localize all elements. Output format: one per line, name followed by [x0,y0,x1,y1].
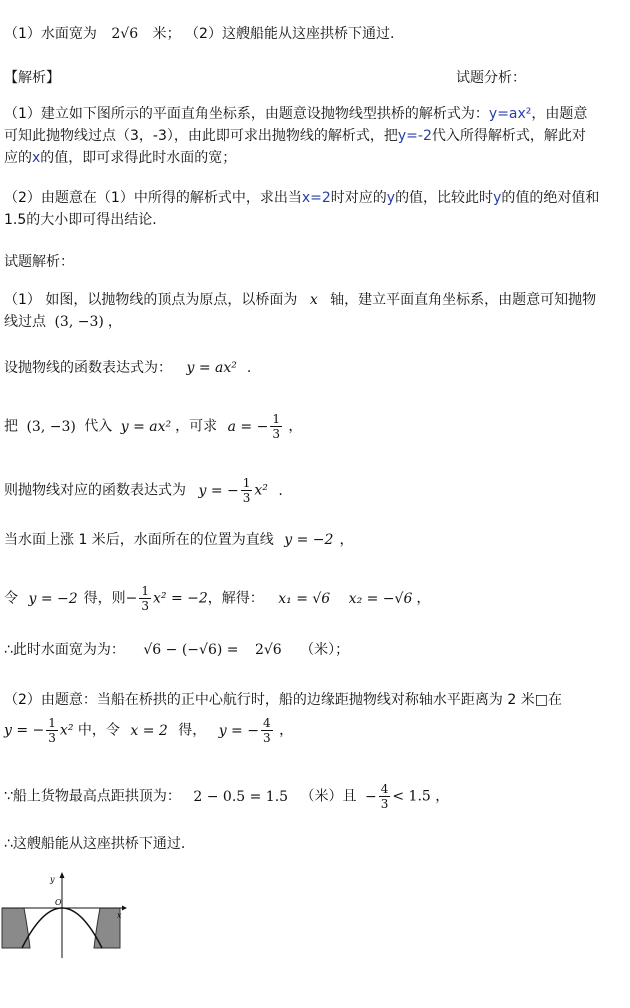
numerator: 1 [242,476,251,490]
fraction [270,412,282,441]
formula: y = − [198,482,239,499]
text: （米）； [300,642,350,658]
text: ，解得： [207,590,264,607]
answer-width-value: 2√6 [111,26,139,42]
solution-s8-line2 [4,716,626,745]
origin-label: O [55,898,62,907]
text: 的值，即可求得此时水面的宽； [40,150,237,166]
text: 时对应的 [330,190,387,206]
solution-conclusion: ∴这艘船能从这座拱桥下通过. [4,836,186,852]
text: ， [288,418,303,435]
text: ，可求 [175,418,218,435]
solution-s5 [4,530,626,550]
formula: y = ax² [186,360,237,376]
analysis-p1-line1 [4,104,626,124]
numerator: 1 [272,412,280,426]
analysis-p1-line2 [4,126,626,146]
text: ∵船上货物最高点距拱顶为： [4,788,181,805]
solution-s8-line1: （2）由题意：当船在桥拱的正中心航行时，船的边缘距抛物线对称轴水平距离为 2 米□在 [4,692,562,708]
parabola-figure [0,870,130,960]
solution-s3 [4,412,626,441]
text: 中，令 [77,722,120,739]
text: 代入 [84,418,113,435]
numerator: 4 [380,782,389,796]
fraction [46,716,58,745]
formula: y = −2 [28,590,78,607]
text: （米）且 [300,788,357,805]
denominator: 3 [48,731,56,745]
formula: y = −2 [284,532,334,548]
formula: − [364,788,377,805]
text: ， [279,722,294,739]
formula: y = ax² [120,418,172,435]
text: 设抛物线的函数表达式为： [4,360,172,376]
formula: x=2 [301,190,331,206]
text: 代入所得解析式，解此对 [431,128,586,144]
formula: x² = −2 [153,590,208,607]
formula: 2√6 [254,642,282,658]
text: （2）由题意在（1）中所得的解析式中，求出当 [4,190,302,206]
text: （1） 如图，以抛物线的顶点为原点，以桥面为 [4,292,298,308]
text: 的值的绝对值和 [501,190,600,206]
denominator: 3 [380,797,389,811]
solution-s9 [4,782,626,811]
formula: x = 2 [130,722,168,739]
solution-s1-line1 [4,290,626,310]
text: ∴此时水面宽为为： [4,642,125,658]
text: ， [416,590,431,607]
numerator: 4 [262,716,271,730]
solution-s7 [4,640,626,660]
text: 当水面上涨 1 米后，水面所在的位置为直线 [4,532,274,548]
text: ， [339,532,354,548]
x-axis-label: x [117,911,122,920]
y-axis-label: y [50,875,55,884]
formula: a = − [227,418,269,435]
text: 则抛物线对应的函数表达式为 [4,482,186,499]
formula: 2 − 0.5 = 1.5 [193,788,289,805]
fraction [261,716,273,745]
denominator: 3 [242,491,251,505]
text: 线过点 [4,314,46,330]
text: 把 [4,418,18,435]
numerator: 1 [141,584,150,598]
analysis-label: 【解析】 [4,70,60,86]
text: ， [107,314,122,330]
formula: − [125,590,138,607]
formula: (3, −3) [26,418,76,435]
solution-s2 [4,358,626,378]
formula: (3, −3) [54,314,104,330]
analysis-header [4,68,626,88]
formula: y=-2 [397,128,432,144]
formula: y = − [218,722,259,739]
analysis-p1-line3 [4,148,626,168]
answer-part2: （2）这艘船能从这座拱桥下通过. [185,26,395,42]
fraction [139,584,151,613]
text: . [278,482,283,499]
text: 轴，建立平面直角坐标系，由题意可知抛物 [330,292,597,308]
denominator: 3 [272,427,280,441]
fraction [379,782,391,811]
text: 得，则 [83,590,126,607]
formula: y [386,190,396,206]
formula: y=ax² [488,106,532,122]
fraction [241,476,253,505]
solution-s4 [4,476,626,505]
formula: x² [254,482,268,499]
answer-part1: （1）水面宽为 [4,26,97,42]
text: 得， [178,722,207,739]
text: 的值，比较此时 [395,190,494,206]
denominator: 3 [141,599,150,613]
numerator: 1 [48,716,56,730]
analysis-right-label: 试题分析： [456,70,526,86]
analysis-p2-line2: 1.5的大小即可得出结论. [4,212,157,228]
y-axis-arrow [60,872,65,878]
solution-s6 [4,584,626,613]
answer-line [4,24,626,44]
formula: x [32,150,41,166]
formula: x [309,292,318,308]
text: 应的 [4,150,32,166]
text: . [246,360,252,376]
formula: y = − [4,722,45,739]
formula: < 1.5 [392,788,431,805]
text: ，由题意 [531,106,588,122]
formula: y [493,190,502,206]
solution-label: 试题解析： [4,254,74,270]
answer-unit: 米； [152,26,181,42]
formula: √6 − (−√6) = [143,642,239,658]
formula: x₁ = √6 [278,590,331,607]
analysis-p2-line1 [4,188,626,208]
text: （1）建立如下图所示的平面直角坐标系，由题意设抛物线型拱桥的解析式为： [4,106,489,122]
text: ， [435,788,450,805]
solution-s1-line2 [4,312,626,332]
text: 可知此抛物线过点（3，-3），由此即可求出抛物线的解析式，把 [4,128,398,144]
text: 令 [4,590,18,607]
formula: x² [59,722,74,739]
denominator: 3 [262,731,271,745]
formula: x₂ = −√6 [348,590,413,607]
x-axis-arrow [122,906,127,911]
